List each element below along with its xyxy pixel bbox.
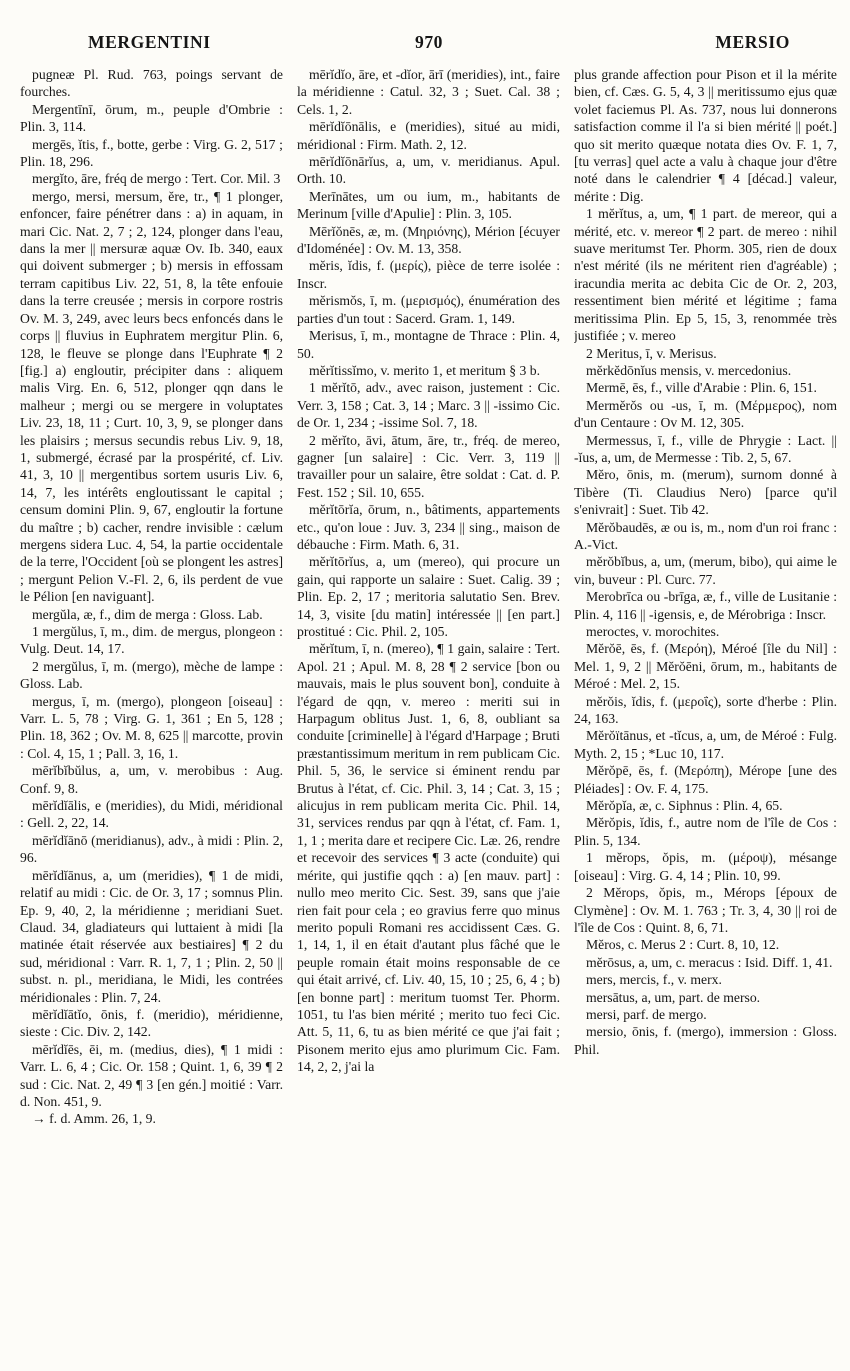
dictionary-entry: Merisus, ī, m., montagne de Thrace : Plin. 4, 50. <box>297 328 560 361</box>
dictionary-entry: mĕrismŏs, ī, m. (μερισμός), énumération des parties d'un tout : Sacerd. Gram. 1, 149. <box>297 293 560 326</box>
dictionary-entry: Mĕrŏïtānus, et -tĭcus, a, um, de Méroé : Fulg. Myth. 2, 15 ; *Luc 10, 117. <box>574 728 837 761</box>
dictionary-entry: Mermĕrŏs ou -us, ī, m. (Μέρμερος), nom d'un Centaure : Ov M. 12, 305. <box>574 397 837 431</box>
dictionary-entry: mērĭdĭānus, a, um (meridies), ¶ 1 de midi, relatif au midi : Cic. de Or. 3, 17 ; somnus Plin. Ep. 9, 40, 2, la méridienne ; meridiani Suet. Claud. 34, gladiateurs qui luttaient à midi [la matinée était réservée aux bestiaires] ¶ 2 du sud, méridional : Varr. R. 1, 7, 1 ; Plin. 2, 50 || subst. n. pl., meridiana, le Midi, les contrées méridionales : Plin. 7, 24. <box>20 867 283 1005</box>
dictionary-entry: mersātus, a, um, part. de merso. <box>586 989 761 1005</box>
dictionary-entry: mergus, ī, m. (mergo), plongeon [oiseau] : Varr. L. 5, 78 ; Virg. G. 1, 361 ; En 5, 128 ; Plin. 18, 362 ; Ov. M. 8, 625 || marcotte, provin : Col. 4, 15, 1 ; Pall. 3, 16, 1. <box>20 693 283 761</box>
dictionary-entry: 1 mĕrops, ŏpis, m. (μέροψ), mésange [oiseau] : Virg. G. 4, 14 ; Plin. 10, 99. <box>574 850 837 883</box>
dictionary-entry: mersi, parf. de mergo. <box>586 1006 707 1022</box>
dictionary-entry: Mērĭŏnēs, æ, m. (Μηριόνης), Mérion [écuyer d'Idoménée] : Ov. M. 13, 358. <box>297 223 560 257</box>
dictionary-entry: 1 mergŭlus, ī, m., dim. de mergus, plongeon : Vulg. Deut. 14, 17. <box>20 624 283 657</box>
dictionary-entry: mērĭdĭo, āre, et -dĭor, ārī (meridies), int., faire la méridienne : Catul. 32, 3 ; Suet. Cal. 38 ; Cels. 1, 2. <box>297 67 560 117</box>
dictionary-entry: Mĕrŏpis, ĭdis, f., autre nom de l'île de Cos : Plin. 5, 134. <box>574 815 837 848</box>
dictionary-entry: mers, mercis, f., v. merx. <box>586 972 722 988</box>
dictionary-entry: mērĭdĭōnārĭus, a, um, v. meridianus. Apul. Orth. 10. <box>297 154 560 187</box>
dictionary-entry: mersio, ōnis, f. (mergo), immersion : Gloss. Phil. <box>574 1024 837 1057</box>
dictionary-entry: Mergentīnī, ōrum, m., peuple d'Ombrie : Plin. 3, 114. <box>20 101 283 135</box>
dictionary-entry: meroctes, v. morochites. <box>586 624 720 639</box>
dictionary-entry: Mermessus, ī, f., ville de Phrygie : Lact. || -ĭus, a, um, de Mermesse : Tib. 2, 5, 67. <box>574 432 837 465</box>
dictionary-entry: Mĕros, c. Merus 2 : Curt. 8, 10, 12. <box>586 937 780 953</box>
dictionary-entry: 2 Meritus, ī, v. Merisus. <box>586 345 717 361</box>
dictionary-entry: plus grande affection pour Pison et il la mérite bien, cf. Cæs. G. 5, 4, 3 || meritissumo ejus quæ volet faciemus Pl. As. 737, nous lui donnerons satisfaction comme il l'a si bien mérité || poét.] quo sit merito quæque notata dies Ov. F. 1, 7, [tu verras] quel acte a valu à chaque jour d'être noté dans le calendrier ¶ 4 [décad.] valeur, mérite : Dig. <box>574 67 837 204</box>
dictionary-entry: mĕris, ĭdis, f. (μερίς), pièce de terre isolée : Inscr. <box>297 258 560 291</box>
dictionary-entry: mĕrĭtōrĭus, a, um (mereo), qui procure un gain, qui rapporte un salaire : Suet. Calig. 39 ; Plin. Ep. 2, 17 ; meritoria salutatio Sen. Brev. 14, 3, visite [du matin] intéressée || [en part.] prostitué : Cic. Phil. 2, 105. <box>297 554 560 639</box>
header-right-guide-word: MERSIO <box>715 31 790 52</box>
dictionary-entry: 2 mergŭlus, ī, m. (mergo), mèche de lampe : Gloss. Lab. <box>20 658 283 692</box>
text-columns <box>20 66 842 1361</box>
dictionary-entry: Mĕrŏpē, ēs, f. (Μερόπη), Mérope [une des Pléiades] : Ov. F. 4, 175. <box>574 763 837 796</box>
dictionary-entry: 2 Mĕrops, ŏpis, m., Mérops [époux de Clymène] : Ov. M. 1. 763 ; Tr. 3, 4, 30 || roi de l'île de Cos : Quint. 8, 6, 71. <box>574 885 837 935</box>
dictionary-entry: 2 mĕrĭto, āvi, ātum, āre, tr., fréq. de mereo, gagner [un salaire] : Cic. Verr. 3, 119 || travailler pour un salaire, être soldat : Cat. d. P. Fest. 152 ; Sil. 10, 655. <box>297 432 560 500</box>
dictionary-entry: mergĭto, āre, fréq de mergo : Tert. Cor. Mil. 3 <box>32 171 281 187</box>
dictionary-entry: Merīnātes, um ou ium, m., habitants de Merinum [ville d'Apulie] : Plin. 3, 105. <box>297 188 560 222</box>
dictionary-entry: mĕrĭtōrĭa, ōrum, n., bâtiments, appartements etc., qu'on loue : Juv. 3, 234 || sing., maison de débauche : Firm. Math. 6, 31. <box>297 502 560 552</box>
page-number: 970 <box>414 31 444 52</box>
dictionary-entry: mĕrĭtum, ī, n. (mereo), ¶ 1 gain, salaire : Tert. Apol. 21 ; Apul. M. 8, 28 ¶ 2 service [bon ou mauvais, mais le plus souvent bon], conduite à l'égard de qqn, v. mereo : meriti sui in Harpagum oblitus Just. 1, 6, 8, oubliant sa conduite [criminelle] à l'égard d'Harpage ; Bruti præstantissimum meritum in rem publicam Cic. Phil. 5, 36, le service si éminent rendu par Brutus à l'état, cf. Cic. Phil. 3, 14 ; Cat. 3, 15 ; alicujus in rem publicam merita Cic. Phil. 14, 31, services rendus par qqn à l'état, cf. Fam. 1, 1, 1 ; merita dare et recipere Cic. Læ. 26, rendre et recevoir des services ¶ 3 acte (conduite) qui mérite, qui justifie qqch : a) [en mauv. part] : nullo meo merito Cic. Sest. 39, sans que j'aie rien fait pour cela ; eo gravius ferre quo minus merito populi Romani res accidissent Cæs. G. 1, 14, 1, il en était d'autant plus fâché que le peuple romain était moins responsable de ce qui était arrivé, cf. Liv. 40, 15, 10 ; 25, 6, 4 ; b) [en bonne part] : meritum tuomst Ter. Phorm. 1051, tu l'as bien mérité ; merito tuo feci Cic. Att. 5, 11, 6, tu as bien mérité ce que j'ai fait ; Pisonem merito ejus amo plurimum Cic. Fam. 14, 2, 2, j'ai la <box>297 641 560 1075</box>
running-header <box>88 28 790 56</box>
dictionary-entry: mĕrkĕdōnĭus mensis, v. mercedonius. <box>586 362 792 378</box>
header-left-guide-word: MERGENTINI <box>88 31 211 52</box>
dictionary-entry: Mĕrŏbaudēs, æ ou is, m., nom d'un roi franc : A.-Vict. <box>574 519 837 552</box>
dictionary-entry: mĕrĭtissĭmo, v. merito 1, et meritum § 3 b. <box>309 362 541 378</box>
dictionary-entry: mērĭdĭātĭo, ōnis, f. (meridio), méridienne, sieste : Cic. Div. 2, 142. <box>20 1006 283 1040</box>
dictionary-entry: → f. d. Amm. 26, 1, 9. <box>32 1111 156 1127</box>
dictionary-entry: Mĕrŏpĭa, æ, c. Siphnus : Plin. 4, 65. <box>586 798 783 814</box>
dictionary-entry: mergo, mersi, mersum, ĕre, tr., ¶ 1 plonger, enfoncer, faire pénétrer dans : a) in aquam, in mari Cic. Nat. 2, 7 ; 2, 124, plonger dans l'eau, dans la mer || mersuræ aquæ Ov. Ib. 340, eaux qui doivent submerger ; b) mersis in effossam terram capitibus Liv. 22, 51, 8, la tête enfouie dans la terre creusée ; mersis in corpore rostris Ov. M. 3, 249, avec leurs becs enfoncés dans le corps || fluvius in Euphratem mergitur Plin. 6, 128, le fleuve se plonge dans l'Euphrate ¶ 2 [fig.] a) engloutir, précipiter dans : aliquem malis Virg. En. 6, 512, plonger qqn dans le malheur ; mergi ou se mergere in voluptates Liv. 23, 18, 11 ; Curt. 10, 3, 9, se plonger dans les plaisirs ; mersus secundis rebus Liv. 9, 18, 1, submergé, écrasé par la prospérité, cf. Liv. 41, 3, 10 || mergentibus sortem usuris Liv. 6, 14, 7, les intérêts engloutissant le capital ; censum domini Plin. 9, 67, engloutir la fortune du maître ; b) cacher, rendre invisible : cælum mergens sidera Luc. 4, 54, la partie occidentale de la terre, l'Occident [où se plongent les astres] ; mergunt Pelion V.-Fl. 2, 6, ils perdent de vue le Pélion [en naviguant]. <box>20 188 283 605</box>
dictionary-entry: Mĕro, ōnis, m. (merum), surnom donné à Tibère (Ti. Claudius Nero) [parce qu'il s'enivrait] : Suet. Tib 42. <box>574 467 837 518</box>
dictionary-entry: mergŭla, æ, f., dim de merga : Gloss. Lab. <box>32 606 263 622</box>
dictionary-entry: mērĭdĭānō (meridianus), adv., à midi : Plin. 2, 96. <box>20 832 283 866</box>
column-2 <box>297 66 560 1361</box>
dictionary-entry: Merobrīca ou -brīga, æ, f., ville de Lusitanie : Plin. 4, 116 || -igensis, e, de Mérobriga : Inscr. <box>574 589 837 622</box>
column-3 <box>574 66 837 1361</box>
dictionary-entry: mĕrŏis, ĭdis, f. (μεροΐς), sorte d'herbe : Plin. 24, 163. <box>574 693 837 727</box>
dictionary-entry: mergēs, ĭtis, f., botte, gerbe : Virg. G. 2, 517 ; Plin. 18, 296. <box>20 136 283 170</box>
dictionary-entry: 1 mĕrĭtus, a, um, ¶ 1 part. de mereor, qui a mérité, etc. v. mereor ¶ 2 part. de mereo : nihil suave meritumst Ter. Phorm. 305, rien de doux n'est mérité (ils ne méritent rien d'agréable) ; iracundia merita ac debita Cic de Or. 2, 203, ressentiment bien mérité et légitime ; fama meritissima Plin. Ep 5, 15, 3, renommée très justifiée ; v. mereo <box>574 206 837 344</box>
dictionary-entry: mĕrōsus, a, um, c. meracus : Isid. Diff. 1, 41. <box>586 954 833 970</box>
dictionary-entry: pugneæ Pl. Rud. 763, poings servant de fourches. <box>20 67 283 100</box>
dictionary-entry: 1 mĕrĭtō, adv., avec raison, justement : Cic. Verr. 3, 158 ; Cat. 3, 14 ; Marc. 3 || -issimo Cic. de Or. 1, 234 ; -issime Sol. 7, 18. <box>297 380 560 431</box>
dictionary-entry: mērĭdĭēs, ēi, m. (medius, dies), ¶ 1 midi : Varr. L. 6, 4 ; Cic. Or. 158 ; Quint. 1, 6, 39 ¶ 2 sud : Cic. Nat. 2, 49 ¶ 3 [en gén.] moitié : Varr. d. Non. 451, 9. <box>20 1041 283 1109</box>
dictionary-entry: mērĭdĭālis, e (meridies), du Midi, méridional : Gell. 2, 22, 14. <box>20 798 283 831</box>
dictionary-entry: mērĭbĭbŭlus, a, um, v. merobibus : Aug. Conf. 9, 8. <box>20 763 283 796</box>
dictionary-entry: Mĕrŏē, ēs, f. (Μερόη), Méroé [île du Nil] : Mel. 1, 9, 2 || Mĕrŏēni, ōrum, m., habitants de Méroé : Mel. 2, 15. <box>574 641 837 692</box>
dictionary-entry: Mermē, ēs, f., ville d'Arabie : Plin. 6, 151. <box>586 380 817 396</box>
dictionary-entry: mērĭdĭōnālis, e (meridies), situé au midi, méridional : Firm. Math. 2, 12. <box>297 119 560 152</box>
dictionary-entry: mĕrŏbĭbus, a, um, (merum, bibo), qui aime le vin, buveur : Pl. Curc. 77. <box>574 554 837 587</box>
column-1 <box>20 66 283 1361</box>
